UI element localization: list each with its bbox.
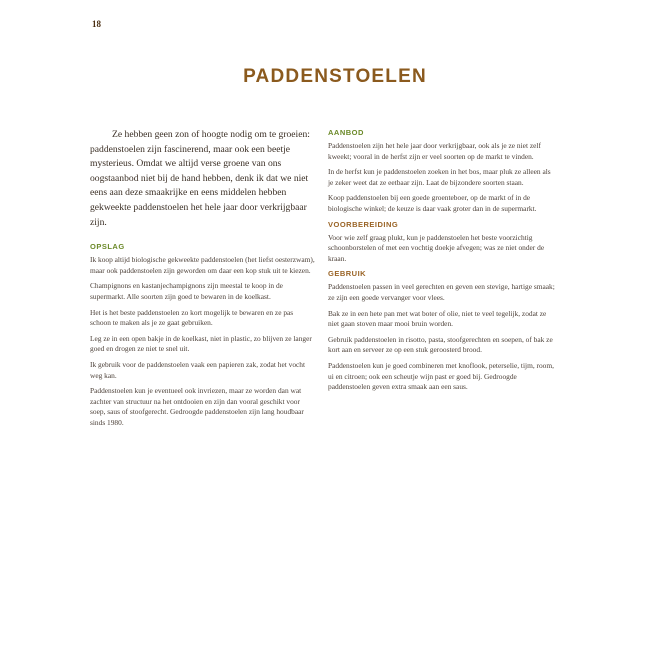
left-column — [90, 128, 315, 433]
body-paragraph: Gebruik paddenstoelen in risotto, pasta, stoofgerechten en soepen, of bak ze kort aan en serveer ze op een stuk geroosterd brood. — [328, 334, 553, 355]
body-paragraph: Koop paddenstoelen bij een goede groenteboer, op de markt of in de biologische winkel; de keuze is daar vaak groter dan in de supermarkt. — [328, 193, 537, 213]
body-paragraph: Paddenstoelen kun je eventueel ook invriezen, maar ze worden dan wat zachter van structuur na het ontdooien en zijn dan vooral geschikt voor soep, saus of stoofgerecht. Gedroogde paddenstoelen zijn lang houdbaar sinds 1980. — [90, 386, 304, 427]
body-paragraph: Leg ze in een open bakje in de koelkast, niet in plastic, zo blijven ze langer goed en drogen ze niet te snel uit. — [90, 333, 312, 354]
body-paragraph: Paddenstoelen kun je goed combineren met knoflook, peterselie, tijm, room, ui en citroen; ook een scheutje wijn past er goed bij. Gedroogde paddenstoelen geven extra smaak aan een saus. — [328, 360, 554, 392]
body-paragraph: Paddenstoelen zijn het hele jaar door verkrijgbaar, ook als je ze niet zelf kweekt; vooral in de herfst zijn er veel soorten op de markt te vinden. — [328, 141, 541, 161]
page-title: PADDENSTOELEN — [243, 66, 427, 87]
section-heading-gebruik: GEBRUIK — [328, 269, 367, 279]
right-column — [328, 128, 556, 398]
body-paragraph: In de herfst kun je paddenstoelen zoeken in het bos, maar pluk ze alleen als je zeker weet dat ze eetbaar zijn. Laat de bijzondere soorten staan. — [328, 167, 551, 187]
body-paragraph: Voor wie zelf graag plukt, kun je paddenstoelen het beste voorzichtig schoonborstelen of met een vochtig doekje afvegen; was ze niet onder de kraan. — [328, 232, 545, 263]
section-heading-opslag: OPSLAG — [90, 242, 125, 252]
body-paragraph: Ik koop altijd biologische gekweekte paddenstoelen (het liefst oesterzwam), maar ook paddenstoelen zijn geworden om daar een kop stuk uit te kiezen. — [90, 255, 315, 275]
page-number: 18 — [92, 19, 101, 29]
body-paragraph: Bak ze in een hete pan met wat boter of olie, niet te veel tegelijk, zodat ze niet gaan stoven maar mooi bruin worden. — [328, 308, 547, 329]
section-heading-aanbod: AANBOD — [328, 128, 364, 137]
body-paragraph: Paddenstoelen passen in veel gerechten en geven een stevige, hartige smaak; ze zijn een goede vervanger voor vlees. — [328, 282, 555, 302]
body-paragraph: Ik gebruik voor de paddenstoelen vaak een papieren zak, zodat het vocht weg kan. — [90, 359, 306, 380]
body-paragraph: Champignons en kastanjechampignons zijn meestal te koop in de supermarkt. Alle soorten zijn goed te bewaren in de koelkast. — [90, 281, 283, 301]
section-heading-voorbereiding: VOORBEREIDING — [328, 219, 399, 229]
intro-paragraph: Ze hebben geen zon of hoogte nodig om te groeien: paddenstoelen zijn fascinerend, maar ook een beetje mysterieus. Omdat we altijd verse groene van ons oogstaanbod niet bij de hand hebben, denk ik dat we niet eens aan deze smaakrijke en eens middelen hebben gekweekte paddenstoelen het hele jaar door verkrijgbaar zijn. — [90, 129, 310, 228]
body-paragraph: Het is het beste paddenstoelen zo kort mogelijk te bewaren en ze pas schoon te maken als je ze gaat gebruiken. — [90, 307, 294, 328]
